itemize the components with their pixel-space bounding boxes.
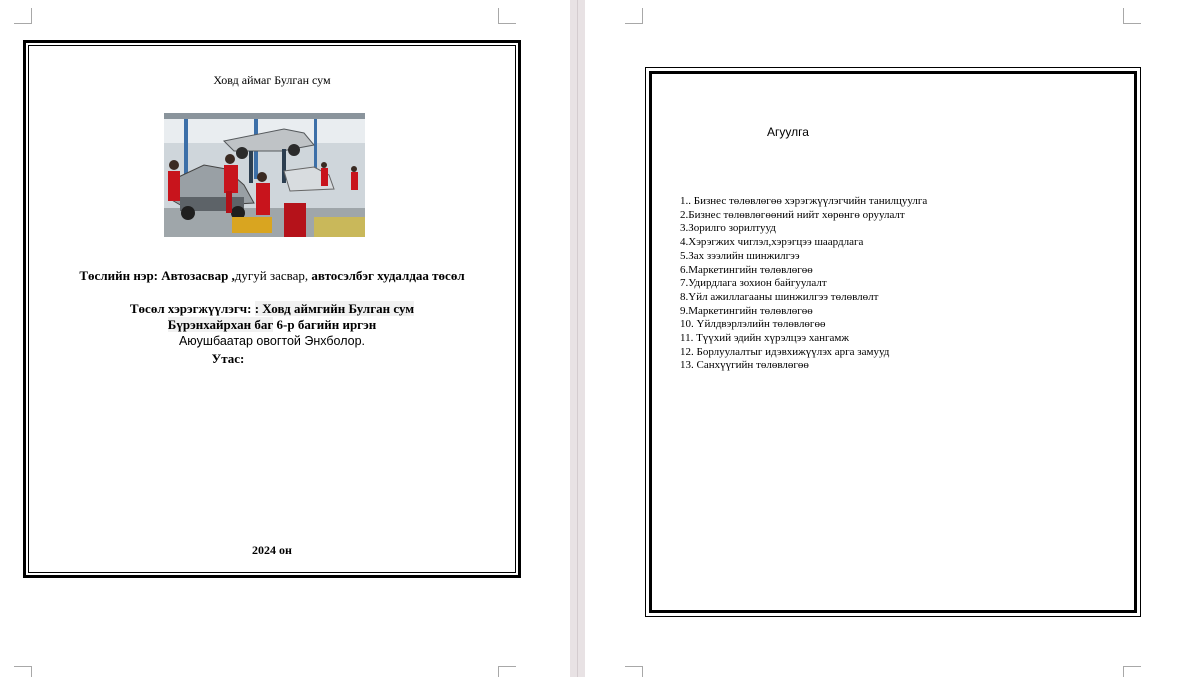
crop-mark [498, 8, 516, 24]
car-repair-photo [164, 113, 365, 237]
implementer-label: Төсөл хэрэгжүүлэгч: [129, 301, 252, 316]
toc-item: 6.Маркетингийн төлөвлөгөө [680, 263, 813, 276]
garage-image [164, 113, 365, 237]
project-title-part1: Автозасвар , [161, 268, 235, 283]
table-of-contents [680, 195, 927, 373]
toc-title: Агуулга [767, 125, 809, 139]
toc-item: 8.Үйл ажиллагааны шинжилгээ төлөвлөлт [680, 290, 879, 303]
implementer-value: : Ховд аймгийн Булган сум [254, 301, 415, 316]
gutter-divider [577, 0, 578, 677]
implementer-line-2 [27, 317, 517, 333]
crop-mark [1123, 666, 1141, 677]
toc-item: 10. Үйлдвэрлэлийн төлөвлөгөө [680, 318, 826, 331]
toc-item: 13. Санхүүгийн төлөвлөгөө [680, 359, 809, 372]
crop-mark [625, 8, 643, 24]
implementer-line [27, 301, 517, 317]
toc-item: 5.Зах зээлийн шинжилгээ [680, 249, 800, 262]
toc-item: 4.Хэрэгжих чиглэл,хэрэгцээ шаардлага [680, 236, 864, 249]
toc-item: 12. Борлуулалтыг идэвхижүүлэх арга замууд [680, 345, 890, 358]
citizen-of-bag: 6-р багийн иргэн [276, 317, 377, 332]
location-heading: Ховд аймаг Булган сум [213, 73, 331, 87]
implementer-name: Аюушбаатар овогтой Энхболор. [178, 334, 366, 348]
project-title-part3: автосэлбэг худалдаа төсөл [311, 268, 465, 283]
project-title-label: Төслийн нэр: [79, 268, 158, 283]
crop-mark [14, 666, 32, 677]
toc-item: 7.Удирдлага зохион байгуулалт [680, 277, 827, 290]
crop-mark [625, 666, 643, 677]
project-title [27, 268, 517, 284]
project-title-part2: дугуй засвар, [234, 268, 309, 283]
toc-item: 11. Түүхий эдийн хүрэлцээ хангамж [680, 332, 849, 345]
phone-label: Утас: [211, 351, 245, 366]
toc-item: 9.Маркетингийн төлөвлөгөө [680, 304, 813, 317]
bag-name: Бүрэнхайрхан баг [167, 317, 274, 332]
toc-item: 1.. Бизнес төлөвлөгөө хэрэгжүүлэгчийн танилцуулга [680, 195, 928, 207]
toc-item: 3.Зорилго зорилтууд [680, 222, 776, 235]
crop-mark [14, 8, 32, 24]
toc-item: 2.Бизнес төлөвлөгөөний нийт хөрөнгө оруулалт [680, 208, 905, 221]
crop-mark [498, 666, 516, 677]
year-label: 2024 он [252, 543, 292, 557]
crop-mark [1123, 8, 1141, 24]
